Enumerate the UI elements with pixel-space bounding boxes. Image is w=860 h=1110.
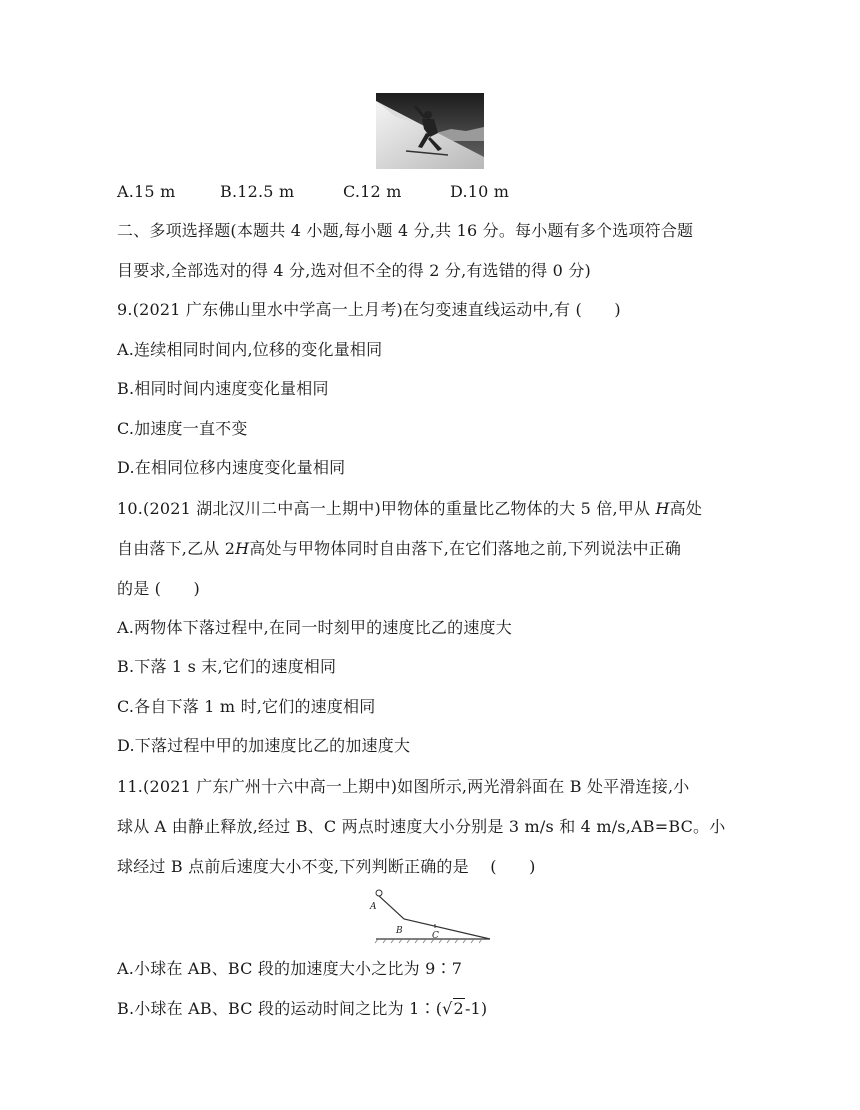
incline-diagram <box>362 884 494 944</box>
section2-heading-line1: 二、多项选择题(本题共 4 小题,每小题 4 分,共 16 分。每小题有多个选项符合题 <box>117 221 694 240</box>
q9-option-c: C.加速度一直不变 <box>117 419 248 438</box>
diagram-label-c: C <box>432 931 439 941</box>
q11-option-a: A.小球在 AB、BC 段的加速度大小之比为 9∶7 <box>117 959 463 978</box>
q10-stem-line2-pre: 自由落下,乙从 2 <box>117 539 236 558</box>
q10-h-variable-2: H <box>235 539 250 558</box>
q10-option-b: B.下落 1 s 末,它们的速度相同 <box>117 657 337 676</box>
q10-h-variable: H <box>655 499 670 518</box>
q10-option-c: C.各自下落 1 m 时,它们的速度相同 <box>117 697 376 716</box>
diagram-label-b: B <box>396 926 403 936</box>
q8-option-c: C.12 m <box>343 182 402 201</box>
skier-photo <box>376 93 484 169</box>
q11-option-b-post: -1) <box>464 999 488 1018</box>
q8-option-d: D.10 m <box>450 182 510 201</box>
q10-stem-line2 <box>117 539 681 559</box>
q9-option-a: A.连续相同时间内,位移的变化量相同 <box>117 340 383 359</box>
section2-heading-line2: 目要求,全部选对的得 4 分,选对但不全的得 2 分,有选错的得 0 分) <box>117 261 591 280</box>
q11-stem-line1: 11.(2021 广东广州十六中高一上期中)如图所示,两光滑斜面在 B 处平滑连接,小 <box>117 777 690 796</box>
q10-stem-line1 <box>117 499 702 519</box>
q9-option-b: B.相同时间内速度变化量相同 <box>117 379 329 398</box>
q10-stem-line2-post: 高处与甲物体同时自由落下,在它们落地之前,下列说法中正确 <box>249 539 682 558</box>
q10-stem-line3: 的是 ( ) <box>117 579 200 598</box>
q11-option-b-radicand: 2 <box>453 999 464 1018</box>
q10-option-a: A.两物体下落过程中,在同一时刻甲的速度比乙的速度大 <box>117 618 512 637</box>
q8-option-a: A.15 m <box>117 182 176 201</box>
q9-stem: 9.(2021 广东佛山里水中学高一上月考)在匀变速直线运动中,有 ( ) <box>117 300 621 319</box>
q8-option-b: B.12.5 m <box>220 182 295 201</box>
q10-stem-line1-pre: 10.(2021 湖北汉川二中高一上期中)甲物体的重量比乙物体的大 5 倍,甲从 <box>117 499 656 518</box>
sqrt-symbol: √ <box>442 999 453 1018</box>
q10-option-d: D.下落过程中甲的加速度比乙的加速度大 <box>117 736 411 755</box>
q11-option-b <box>117 999 487 1019</box>
q8-options <box>117 182 509 202</box>
q10-stem-line1-post: 高处 <box>669 499 703 518</box>
q11-stem-line2: 球从 A 由静止释放,经过 B、C 两点时速度大小分别是 3 m/s 和 4 m/s,AB=BC。小 <box>117 817 726 836</box>
q11-stem-line3: 球经过 B 点前后速度大小不变,下列判断正确的是 ( ) <box>117 857 536 876</box>
q11-option-b-pre: B.小球在 AB、BC 段的运动时间之比为 1∶( <box>117 999 443 1018</box>
q9-option-d: D.在相同位移内速度变化量相同 <box>117 458 346 477</box>
diagram-label-a: A <box>370 902 377 912</box>
